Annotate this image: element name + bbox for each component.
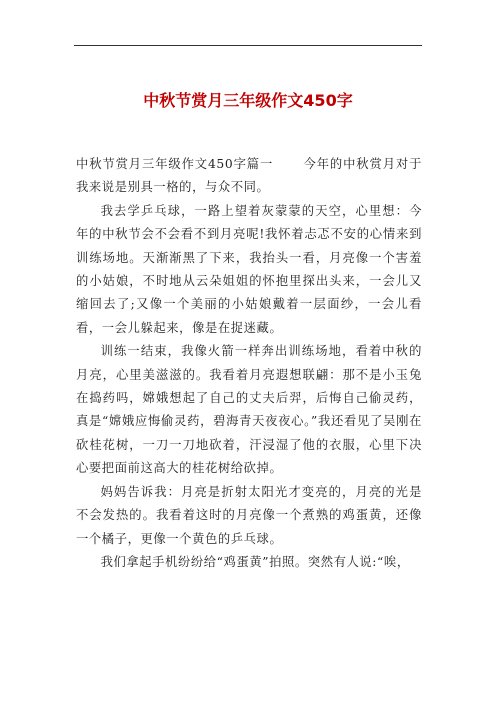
paragraph-2: 我去学乒乓球，一路上望着灰蒙蒙的天空，心里想：今年的中秋节会不会看不到月亮呢!我怀着忐忑不安的心情来到训练场地。天渐渐黑了下来，我抬头一看，月亮像一个害羞的小姑娘，不时地从云朵姐姐的怀抱里探出头来，一会儿又缩回去了;又像一个美丽的小姑娘戴着一层面纱，一会儿看看，一会儿躲起来，像是在捉迷藏。	[76, 203, 422, 335]
paragraph-1	[76, 153, 422, 200]
paragraph-5: 我们拿起手机纷纷给“鸡蛋黄”拍照。突然有人说:“唉，	[100, 554, 410, 569]
paragraph-4: 妈妈告诉我：月亮是折射太阳光才变亮的，月亮的光是不会发热的。我看着这时的月亮像一个煮熟的鸡蛋黄，还像一个橘子，更像一个黄色的乒乓球。	[76, 484, 422, 546]
document-body	[76, 153, 422, 574]
paragraph-1-text: 今年的中秋赏月对于我来说是别具一格的，与众不同。	[76, 157, 422, 195]
document-title: 中秋节赏月三年级作文450字	[143, 91, 353, 110]
paragraph-1-lead: 中秋节赏月三年级作文450字篇一	[76, 157, 274, 171]
header-rule	[74, 45, 422, 46]
paragraph-3: 训练一结束，我像火箭一样奔出训练场地，看着中秋的月亮，心里美滋滋的。我看着月亮遐想联翩：那不是小玉兔在捣药吗，嫦娥想起了自己的丈夫后羿，后悔自己偷灵药，真是“嫦娥应悔偷灵药，碧海青天夜夜心。”我还看见了吴刚在砍桂花树，一刀一刀地砍着，汗浸湿了他的衣服，心里下决心要把面前这高大的桂花树给砍掉。	[76, 344, 422, 476]
